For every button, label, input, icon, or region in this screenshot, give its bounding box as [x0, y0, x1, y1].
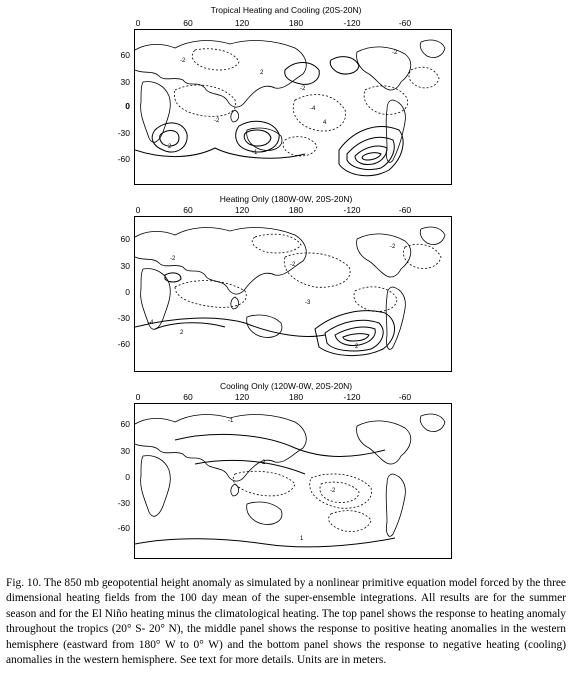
contour-label: -1 — [228, 418, 234, 424]
panel-3-map — [134, 403, 452, 559]
panel-1-title: Tropical Heating and Cooling (20S-20N) — [210, 5, 362, 15]
contour-label: 2 — [168, 144, 172, 150]
contour-label: 4 — [323, 120, 327, 126]
panel-2-map-svg — [135, 217, 451, 371]
panel-2-xtick: 120 — [234, 205, 250, 215]
panel-3-ytick: 0 — [125, 472, 130, 482]
positive-contours — [135, 434, 395, 546]
panel-3-xtick: -120 — [343, 392, 361, 402]
panel-1-ytick: 0 — [125, 101, 130, 111]
negative-contours — [233, 471, 371, 531]
panel-3-ytick: -60 — [117, 523, 130, 533]
panel-1-xtick: 60 — [183, 18, 193, 28]
panel-3-xtick: 60 — [183, 392, 193, 402]
contour-label: -2 — [392, 50, 398, 56]
panel-1-xtick: 120 — [234, 18, 250, 28]
panel-3-ytick: 60 — [120, 419, 130, 429]
panel-1-ytick: -30 — [117, 128, 130, 138]
contour-label: -2 — [300, 86, 306, 92]
panel-2-ytick: 0 — [125, 287, 130, 297]
coastlines — [135, 414, 445, 536]
panel-2-xtick: -120 — [343, 205, 361, 215]
contour-label: -2 — [390, 244, 396, 250]
panel-1-ytick: 30 — [120, 77, 130, 87]
panel-2-xtick: 60 — [183, 205, 193, 215]
panel-3-xtick: 180 — [288, 392, 304, 402]
panel-2-ytick: 60 — [120, 234, 130, 244]
panel-1-xtick: -120 — [343, 18, 361, 28]
contour-label: 2 — [355, 344, 359, 350]
panel-3-xtick: -60 — [398, 392, 412, 402]
contour-label: -2 — [180, 58, 186, 64]
contour-label: 2 — [262, 460, 266, 466]
panel-1-map — [134, 29, 452, 185]
panel-2-ytick: -60 — [117, 339, 130, 349]
positive-contours — [135, 57, 403, 176]
panel-2-title: Heating Only (180W-0W, 20S-20N) — [219, 194, 353, 204]
panel-3-title: Cooling Only (120W-0W, 20S-20N) — [219, 381, 353, 391]
panel-2-xtick: 0 — [135, 205, 141, 215]
panel-1-map-svg — [135, 30, 451, 184]
contour-label: 1 — [300, 536, 304, 542]
panel-2-xtick: -60 — [398, 205, 412, 215]
panel-2-ytick: 30 — [120, 261, 130, 271]
panel-2-xtick: 180 — [288, 205, 304, 215]
contour-label: -4 — [148, 320, 154, 326]
contour-label: 2 — [260, 70, 264, 76]
contour-label: 2 — [180, 330, 184, 336]
contour-label: -2 — [290, 262, 296, 268]
panel-3-ytick: -30 — [117, 498, 130, 508]
panel-2-map — [134, 216, 452, 372]
figure-caption: Fig. 10. The 850 mb geopotential height anomaly as simulated by a nonlinear primitive equation model forced by the three dimensional heating fields from the 100 day mean of the super-ensemble integrations. All results are for the summer season and for the El Niño heating minus the climatological heating. The top panel shows the response to heating anomaly throughout the tropics (20° S- 20° N), the middle panel shows the response to positive heating anomalies in the western hemisphere (eastward from 180° W to 0° W) and the bottom panel shows the response to negative heating (cooling) anomalies in the western hemisphere. See text for more details. Units are in meters. — [6, 577, 566, 667]
panel-1-ytick: 60 — [120, 50, 130, 60]
panel-2-ytick: -30 — [117, 313, 130, 323]
contour-label: -1 — [252, 150, 258, 156]
panel-1-ytick: -60 — [117, 154, 130, 164]
contour-label: -2 — [214, 118, 220, 124]
panel-3-ytick: 30 — [120, 446, 130, 456]
contour-label: -4 — [310, 106, 316, 112]
panel-1-xtick: -60 — [398, 18, 412, 28]
panel-3-xtick: 0 — [135, 392, 141, 402]
panel-3-map-svg — [135, 404, 451, 558]
contour-label: -2 — [170, 256, 176, 262]
panel-1-xtick: 0 — [135, 18, 141, 28]
contour-label: -2 — [330, 488, 336, 494]
panel-3-xtick: 120 — [234, 392, 250, 402]
contour-label: -3 — [305, 300, 311, 306]
panel-1-xtick: 180 — [288, 18, 304, 28]
